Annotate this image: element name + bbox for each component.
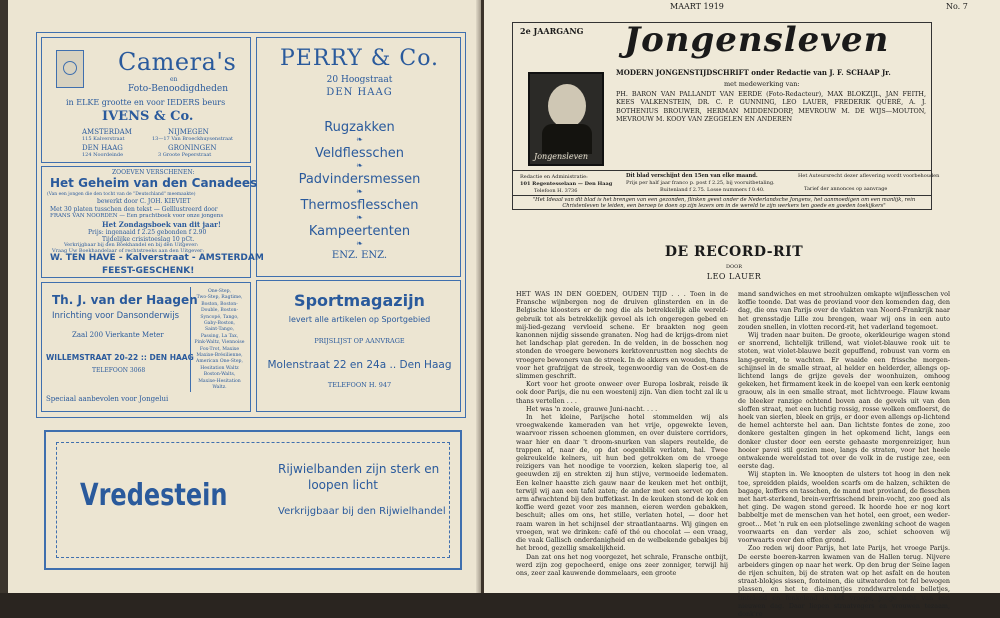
dance-item: Maxixe-Hesitation	[198, 378, 241, 384]
dance-item: Hesitation Waltz	[200, 365, 239, 371]
dance-item: Boston, Boston-	[201, 301, 238, 307]
haagen-line: Zaal 200 Vierkante Meter	[72, 331, 164, 339]
redactie-phone: Telefoon H. 3736	[534, 188, 578, 194]
canadees-publisher: W. TEN HAVE - Kalverstraat - AMSTERDAM	[50, 253, 264, 263]
masthead-rule	[512, 195, 932, 196]
cameras-c3-city: DEN HAAG	[82, 144, 123, 152]
ad-perry	[256, 37, 461, 277]
collab-label: met medewerking van:	[724, 80, 800, 88]
perry-item: Rugzakken	[324, 120, 395, 135]
haagen-addr: WILLEMSTRAAT 20-22 :: DEN HAAG	[46, 353, 194, 362]
canadees-line: Het Zondagsboek van dit jaar!	[102, 220, 221, 229]
perry-addr: 20 Hoogstraat	[326, 75, 393, 85]
haagen-tel: TELEFOON 3068	[92, 367, 146, 374]
dance-item: One-Step,	[207, 289, 232, 294]
boy-portrait-body	[542, 124, 592, 154]
article-paragraph: HET WAS IN DEN GOEDEN, OUDEN TIJD . . . Toen in de Fransche wijnbergen nog de druiven glinsterden en in de Belgische kloosters er de nog die als betrekkelijk alle wereld-gebruik tot als betrekkelijk gevoel als ich ongeregen gebed en mij-lied-gezang vervloeid schene. Er braakten nog geen kanonnen nijdig sissende granaten. Nog had de krijgs-drom niet het landschap plat gereden. In de velden, in de bosschen nog stonden de vroegere bewoners kerktovenrustten nog slechts de vroegere bewoners van de streek. In de akkers en wouden, thans voor het grafzijgat de streek, tegenwoordig van de Oost-en de slimmen geschrift.	[516, 290, 728, 381]
dance-item: Waltz.	[212, 385, 227, 391]
price-note: Prijs per half jaar franco p. post f 2.25, bij vooruitbetaling.	[626, 180, 775, 186]
article-paragraph: Zoo reden wij door Parijs, het late Parijs, het vroege Parijs. De eerste boeren-karren kwamen van de Hallen terug. Nijvere arbeiders gingen op naar het werk. Op den brug der Seine lagen de rijen schuiten, bij de straten wat op het asfalt en de houten straat-blokjes sissen, fonteinen, die uitwaterden tot fel bewogen plassen, en het te dia-mantjes ronddwarrelende belletjes, tintelend en fonkelend in het vroege, jonge licht van een nieuwen dag. Daar liepen straatvegers en vrouwen tezaam, donk're	[738, 544, 950, 618]
vredestein-line1: Rijwielbanden zijn sterk en	[278, 462, 440, 476]
cameras-c2-addr: 13—17 Van Broeckhuysenstraat	[152, 136, 234, 142]
left-page-advertisements	[8, 0, 481, 593]
canadees-line: (Van een jongen die den tocht van de "Deutschland" meemaakte)	[47, 192, 196, 197]
haagen-dances	[190, 287, 248, 392]
article-author: LEO LAUER	[706, 272, 762, 281]
dance-item: Gaby-Boston,	[203, 321, 236, 327]
copyright-note: Het Auteursrecht dezer aflevering wordt voorbehouden	[798, 173, 940, 179]
canadees-line: Tijdelijke crisistoeslag 10 pCt.	[102, 236, 195, 243]
ad-haagen	[41, 282, 251, 412]
cameras-title: Camera's	[118, 48, 237, 76]
sport-tel: TELEFOON H. 947	[327, 381, 392, 389]
perry-ornament: ❧	[356, 213, 363, 222]
article-paragraph: Het was 'n zoele, grauwe Juni-nacht. . . .	[526, 404, 658, 413]
motto: "Het Ideaal van dit blad is het brengen van een gezonden, flinken geest onder de Nederlandsche Jongens, het aanmoedigen om een manlijk, rein Christenleven te leiden, een beroep te doen op zijn lezers om in de wereld te zijn werkers ten goede en goeden toekijkers"	[532, 197, 916, 210]
canadees-line: Vraag Uw Boekhandelaar of rechtstreeks aan den Uitgever:	[52, 248, 205, 254]
dance-item: Maxixe-Brésilienne,	[196, 353, 243, 359]
haagen-name: Th. J. van der Haagen	[52, 293, 198, 307]
ad-cameras	[41, 37, 251, 163]
tarief-note: Tarief der annonces op aanvrage	[804, 186, 888, 192]
cover-label: Jongensleven	[534, 152, 588, 161]
vredestein-line2: loopen licht	[308, 478, 379, 492]
perry-ornament: ❧	[356, 161, 363, 170]
article-column-1	[516, 290, 728, 590]
canadees-line: Verkrijgbaar bij den Boekhandel en bij den Uitgever:	[64, 242, 199, 248]
perry-ornament: ❧	[356, 187, 363, 196]
perry-item: ENZ. ENZ.	[331, 250, 388, 261]
dance-item: Two-Step, Ragtime,	[196, 295, 243, 301]
perry-ornament: ❧	[356, 239, 363, 248]
cameras-c1-addr: 115 Kalverstraat	[82, 136, 125, 142]
dance-item: Double, Boston-	[200, 308, 239, 314]
camera-icon	[56, 50, 84, 88]
price-abroad: Buitenland f 2.75. Losse nummers f 0.40.	[660, 187, 765, 193]
ad-sportmagazijn	[256, 280, 461, 412]
canadees-line: Met 30 platen tusschen den tekst — Gelllustreerd door	[50, 206, 218, 213]
perry-item: Veldflesschen	[314, 146, 405, 161]
article-paragraph: Dan zat ons het nog voorgezet, het schrale, Fransche ontbijt, werd zijn zog gepocheerd, enige ons zeer zonniger, terwijl hij ons, zeer zaal kauwende dommelaars, een groote	[516, 552, 728, 577]
perry-item: Thermosflesschen	[300, 198, 419, 213]
article-paragraph: Kort voor het groote onweer over Europa losbrak, reisde ik ook door Parijs, die nu een woestenij zijn. Van dien tocht zal ik u thans vertellen . . .	[516, 380, 728, 405]
sport-title: Sportmagazijn	[294, 291, 425, 310]
article-paragraph: Wij traden naar buiten. De groote, okerkleurige wagen stond er snorrend, lichtelijk trillend, wat violet-blauwe rook uit te stoten, wat violet-blauwe bezit gepuffend, robuust van vorm en lang-gerekt, te wachten. Er waaide een frissche morgen-schijnsel in de smalle straat, al helder en helderder, allengs op-lichtend langs de grijze gevels der woonhuizen, omhoog gekeken, het firmament keek in de koepel van een kerk eentonig graouw, als in een smalle straat, met lichtvroege. Flauw kwam de bleeker ranzige ochtend boven aan de gevels uit van den sloffen straat, met een luchtig rossig, rosse wolken omfloerst, de hoek van sierlen, bleek en grijs, er door even allengs op-lichtend de hemel achterste hel aan. Dan lichtste fontes de zone, zoo donkere gestalten gingen in het opkomend licht, langs een donker cluster door een eerste gehaaste morgenreiziger, hun hooier pavei stil gezien mee, langs de straten, voor het heele ontwakende wereldstad tot over de volk in de rustige zee, een eerste dag.	[738, 331, 950, 471]
redactie-address: 101 Regentesselaan — Den Haag	[520, 181, 613, 187]
masthead-rule	[512, 170, 932, 171]
perry-ornament: ❧	[356, 135, 363, 144]
cameras-c4-addr: 3 Groote Peperstraat	[158, 152, 212, 158]
cameras-c4-city: GRONINGEN	[168, 144, 217, 152]
dance-item: Boston-Walts,	[203, 372, 236, 378]
vredestein-line3: Verkrijgbaar bij den Rijwielhandel	[278, 506, 446, 517]
article-paragraph: Wij stapten in. We knoopten de ulsters tot hoog in den nek toe, spreidden plaids, woelden scarfs om de halzen, schikten de bagage, koffers en tasschen, de mand met proviand, de flesschen met hart-sterkend, brein-verfrisschend brein-vocht, zoo goed als het ging. De wagen stond gereed. Ik hoorde hoe er nog kort babbeltje met de menschen van het hotel, een groet, een weder-groet... Met 'n ruk en een plotselinge zwenking schoot de wagen voorwaarts en dan verder als zoo, schiet schooven wij voorwaarts over den effen grond.	[738, 470, 950, 545]
perry-item: Padvindersmessen	[298, 172, 421, 187]
vredestein-brand: Vredestein	[80, 478, 228, 513]
cover-photo	[528, 72, 604, 166]
cameras-c3-addr: 124 Noordeinde	[82, 152, 124, 158]
cameras-c2-city: NIJMEGEN	[168, 128, 209, 136]
canadees-line: bewerkt door C. JOH. KIEVIET	[97, 198, 191, 205]
dance-item: Passing, La Tax,	[200, 333, 239, 339]
dance-item: Fox-Trot, Maxixe	[199, 346, 240, 352]
haagen-note: Speciaal aanbevolen voor Jongelui	[46, 395, 169, 403]
canadees-line: FRANS VAN NOORDEN — Een prachtboek voor onze jongens	[50, 213, 224, 219]
haagen-sub: Inrichting voor Dansonderwijs	[52, 311, 179, 321]
article-paragraph: mand sandwiches en met stroohulzen omkapte wijnflesschen vol koffie toonde. Dat was de proviand voor den komenden dag, den dag, die ons van Parijs over de vlakten van Noord-Frankrijk naar het grensstadje Lille zou brengen, waar wij ons in een auto zouden snellen, in vlotten record-rit, het vaderland tegemoet.	[738, 290, 950, 331]
canadees-title: Het Geheim van den Canadees	[50, 176, 258, 190]
perry-city: DEN HAAG	[326, 87, 393, 98]
perry-item: Kampeertenten	[308, 224, 411, 239]
contributors: PH. BARON VAN PALLANDT VAN EERDE (Foto-Redacteur), MAX BLOKZIJL, JAN FEITH, KEES VALKENSTEIN, DR. C. P. GUNNING, LEO LAUER, FREDERIK QUERÉ, A. J. BOTHENIUS BROUWER, HERMAN MIDDENDORP, MEVROUW M. DE WIJS—MOUTON, MEVROUW M. KOOY VAN ZEGGELEN EN ANDEREN	[616, 90, 926, 124]
cameras-brand: IVENS & Co.	[102, 109, 194, 124]
boy-portrait-face	[548, 84, 586, 128]
cameras-c1-city: AMSTERDAM	[82, 128, 132, 136]
dance-item: American One-Step,	[196, 359, 243, 365]
canadees-pre: ZOOEVEN VERSCHENEN:	[112, 169, 195, 176]
ad-canadees	[41, 166, 264, 278]
right-page-article	[484, 0, 1000, 618]
magazine-title: Jongensleven	[624, 20, 890, 60]
jaargang: 2e JAARGANG	[520, 26, 584, 36]
magazine-subtitle: MODERN JONGENSTIJDSCHRIFT onder Redactie van J. F. SCHAAP Jr.	[616, 68, 891, 77]
perry-name: PERRY & Co.	[279, 46, 440, 71]
sport-addr: Molenstraat 22 en 24a .. Den Haag	[267, 359, 452, 371]
dance-item: Pink-Waltz, Viennoise	[194, 340, 245, 346]
article-title: DE RECORD-RIT	[664, 244, 804, 260]
article-door: DOOR	[726, 264, 742, 270]
redactie-label: Redactie en Administratie:	[520, 174, 588, 180]
appearance-note: Dit blad verschijnt den 15en van elke maand.	[626, 173, 758, 179]
article-paragraph: In het kleine, Parijsche hotel stommelden wij als vroegwakende kameraden van het vrije, opgewekte leven, waarvoor rissen schoenen glommen, en over duistere corridors, waar hier en daar 't droom-snurken van slapers reutelde, de trappen af, naar de, op dat oogenblik verlaten, hal. Twee gekreukelde kelners, uit hun bed getrokken om de vroege reizigers van het noodige te voorzien, keken slaperig toe, al geeuwden zij en strekten zij hun stijve, vermoeide ledematen. Een kelner haastte zich gauw naar de keuken met het ontbijt, terwijl wij aan een tafel zaten; de ander met een servet op den arm afwachtend bij den buffetkast. In de keuken stond de kok en koffie werd gezet voor zes mannen, eieren werden gebakken, beschuit; alles om ons, het stille, verlaten hotel, — door het raam waren in het schijnsel der straatlantaarns. Wij gingen en vroegen, wat we drinken: café of thé ou chocolat — een vraag, die vaak Gallisch onderdanigheid en de welbekende gebakjes bij het brood, gezellig smakelijkheid.	[516, 413, 728, 553]
dance-item: Syncopé, Tango,	[200, 314, 239, 320]
cameras-sub2: Foto-Benoodigdheden	[128, 84, 228, 94]
article-column-2	[738, 290, 950, 618]
sport-sub: levert alle artikelen op Sportgebied	[288, 315, 431, 324]
cameras-sub3: in ELKE grootte en voor IEDERS beurs	[66, 98, 226, 107]
dance-item: Saint-Tango,	[204, 327, 235, 333]
cameras-sub1: en	[170, 76, 178, 83]
canadees-bottom: FEEST-GESCHENK!	[102, 266, 195, 276]
canadees-line: Prijs: ingenaaid f 2.25 gebonden f 2.90	[88, 229, 207, 236]
sport-line: PRIJSLIJST OP AANVRAGE	[314, 337, 405, 345]
issue-number: No. 7	[946, 2, 968, 11]
issue-date: MAART 1919	[670, 2, 724, 11]
ad-vredestein	[44, 430, 462, 570]
